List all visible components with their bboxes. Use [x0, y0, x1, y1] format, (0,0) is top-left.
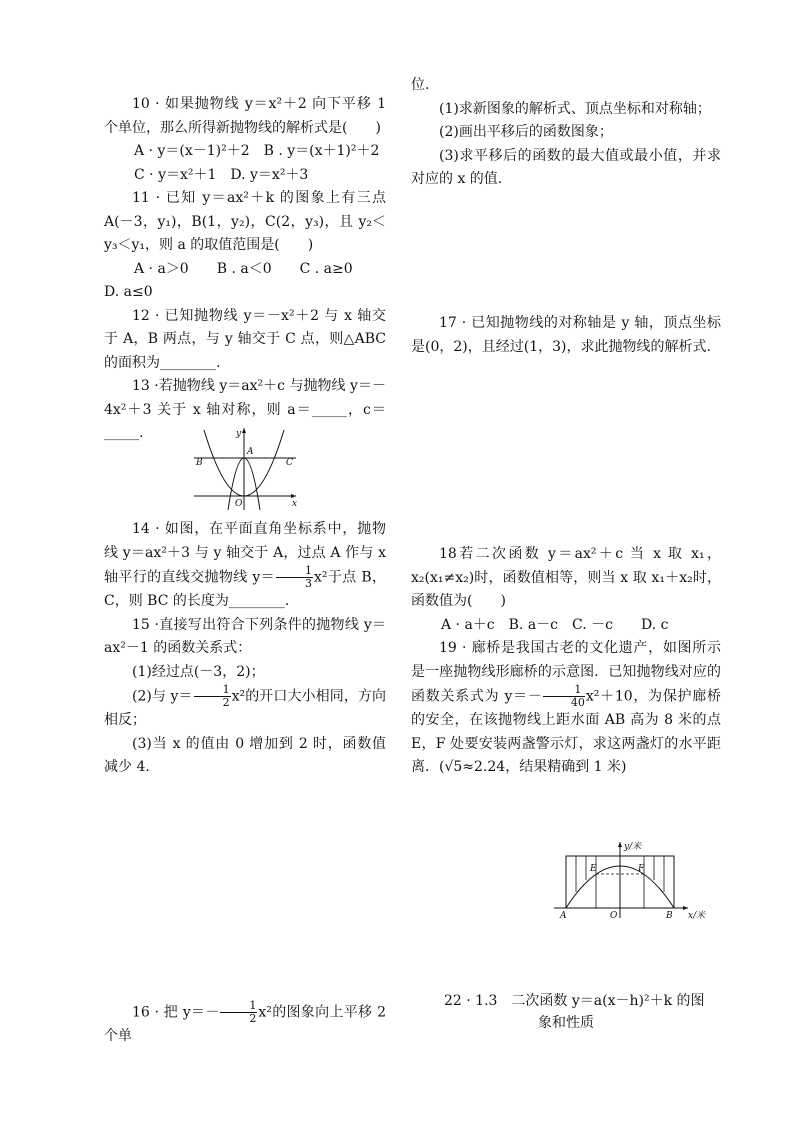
- question-19-stem: [411, 637, 721, 780]
- fraction-numerator: 1: [194, 684, 231, 697]
- question-12-stem: 12 · 已知抛物线 y＝－x²＋2 与 x 轴交于 A，B 两点，与 y 轴交于 C 点，则△ABC 的面积为________.: [104, 307, 386, 371]
- label-b: B: [666, 911, 673, 921]
- right-column-top: [411, 74, 721, 192]
- left-column-lower: [104, 518, 386, 780]
- x-axis-arrow: [683, 906, 688, 910]
- figure-19-bridge: [552, 838, 716, 924]
- y-axis-arrow: [618, 842, 622, 847]
- fraction-denominator: 2: [249, 1012, 257, 1025]
- fraction-numerator: 1: [220, 1000, 257, 1013]
- question-13-stem: 13 ·若抛物线 y＝ax²＋c 与抛物线 y＝－4x²＋3 关于 x 轴对称，则 a＝_____，c＝_____.: [104, 378, 386, 441]
- question-18-stem: 18若二次函数 y＝ax²＋c 当 x 取 x₁，x₂(x₁≠x₂)时，函数值相等，则当 x 取 x₁＋x₂时，函数值为( ): [411, 546, 721, 609]
- question-18-options: A · a＋c B. a－c C. －c D. c: [441, 616, 669, 633]
- question-16-text: [104, 1000, 386, 1049]
- left-column: [104, 93, 386, 446]
- question-15-stem: 15 ·直接写出符合下列条件的抛物线 y＝ax²－1 的函数关系式：: [104, 616, 386, 656]
- fraction-denominator: 40: [570, 696, 585, 709]
- question-17-stem: 17 · 已知抛物线的对称轴是 y 轴，顶点坐标是(0，2)，且经过(1，3)，求此抛物线的解析式.: [411, 315, 721, 355]
- label-y-meters: y/米: [624, 842, 642, 852]
- label-e: E: [590, 864, 597, 874]
- question-15-part-2: [104, 684, 386, 733]
- fraction-one-half: [194, 684, 231, 709]
- fraction-numerator: 1: [543, 684, 585, 697]
- question-10-options-ab: A · y＝(x－1)²＋2 B . y＝(x＋1)²＋2: [134, 143, 380, 159]
- question-16-part-1: (1)求新图象的解析式、顶点坐标和对称轴；: [439, 100, 711, 117]
- question-16-continued: 位.: [411, 77, 430, 93]
- fraction-one-third: [276, 565, 313, 590]
- question-15-part-2-b: x²的开口大小相同，方向相反；: [104, 688, 386, 728]
- fraction-numerator: 1: [276, 565, 313, 578]
- question-14-text-b: x²于点 B，C，则 BC 的长度为________.: [104, 569, 387, 609]
- question-16-text-b: x²的图象向上平移 2 个单: [104, 1004, 386, 1044]
- label-x-meters: x/米: [688, 911, 706, 921]
- question-11-option-d: D. a≤0: [104, 284, 153, 300]
- label-a: A: [247, 447, 254, 457]
- question-16-part-3: (3)求平移后的函数的最大值或最小值，并求对应的 x 的值.: [411, 147, 721, 187]
- question-15-part-2-a: (2)与 y＝: [132, 688, 193, 705]
- section-title-line-1: 22 · 1.3 二次函数 y＝a(x－h)²＋k 的图: [444, 993, 705, 1009]
- y-axis-arrow: [242, 428, 246, 433]
- label-o: O: [610, 911, 618, 921]
- fraction-one-half: [220, 1000, 257, 1025]
- question-14-text-a: 14 · 如图，在平面直角坐标系中，抛物线 y＝ax²＋3 与 y 轴交于 A，过点 A 作与 x 轴平行的直线交抛物线 y＝: [104, 521, 386, 586]
- label-a: A: [560, 911, 567, 921]
- question-15-part-3: (3)当 x 的值由 0 增加到 2 时，函数值减少 4.: [104, 735, 386, 775]
- label-b: B: [196, 458, 203, 468]
- label-y: y: [236, 429, 242, 439]
- fraction-one-fortieth: [543, 684, 585, 709]
- question-10-stem: 10 · 如果抛物线 y＝x²＋2 向下平移 1 个单位，那么所得新抛物线的解析式是( ): [104, 96, 386, 136]
- question-16-text-a: 16 · 把 y＝－: [132, 1004, 220, 1021]
- label-x: x: [292, 499, 298, 509]
- question-19-text-b: x²＋10，为保护廊桥的安全，在该抛物线上距水面 AB 高为 8 米的点 E，F 处要安装两盏警示灯，求这两盏灯的水平距离．(√5≈2.24，结果精确到 1 米): [411, 688, 722, 775]
- x-axis-arrow: [291, 494, 296, 498]
- label-c: C: [286, 458, 293, 468]
- question-11-stem: 11 · 已知 y＝ax²＋k 的图象上有三点 A(－3，y₁)，B(1，y₂)，C(2，y₃)，且 y₂＜y₃＜y₁，则 a 的取值范围是( ): [104, 190, 386, 253]
- question-18-19-block: [411, 543, 721, 780]
- question-16-start: [104, 1000, 386, 1049]
- question-16-part-2: (2)画出平移后的函数图象；: [439, 124, 613, 140]
- fraction-denominator: 2: [222, 696, 230, 709]
- figure-14-parabolas: [188, 424, 304, 514]
- question-19-text-a: 19 · 廊桥是我国古老的文化遗产，如图所示是一座抛物线形廊桥的示意图．已知抛物线对应的函数关系式为 y＝－: [411, 640, 721, 705]
- fraction-denominator: 3: [304, 577, 312, 590]
- question-10-options-cd: C · y＝x²＋1 D. y＝x²＋3: [134, 166, 309, 183]
- question-14-stem: [104, 518, 386, 614]
- section-title-line-2: 象和性质: [538, 1015, 594, 1031]
- section-heading: [444, 990, 744, 1034]
- label-f: F: [638, 864, 645, 874]
- question-15-part-1: (1)经过点(－3，2)；: [132, 663, 265, 680]
- label-o: O: [235, 499, 243, 509]
- question-17-block: [411, 312, 721, 359]
- question-11-options-abc: A · a＞0 B . a＜0 C . a≥0: [134, 260, 353, 277]
